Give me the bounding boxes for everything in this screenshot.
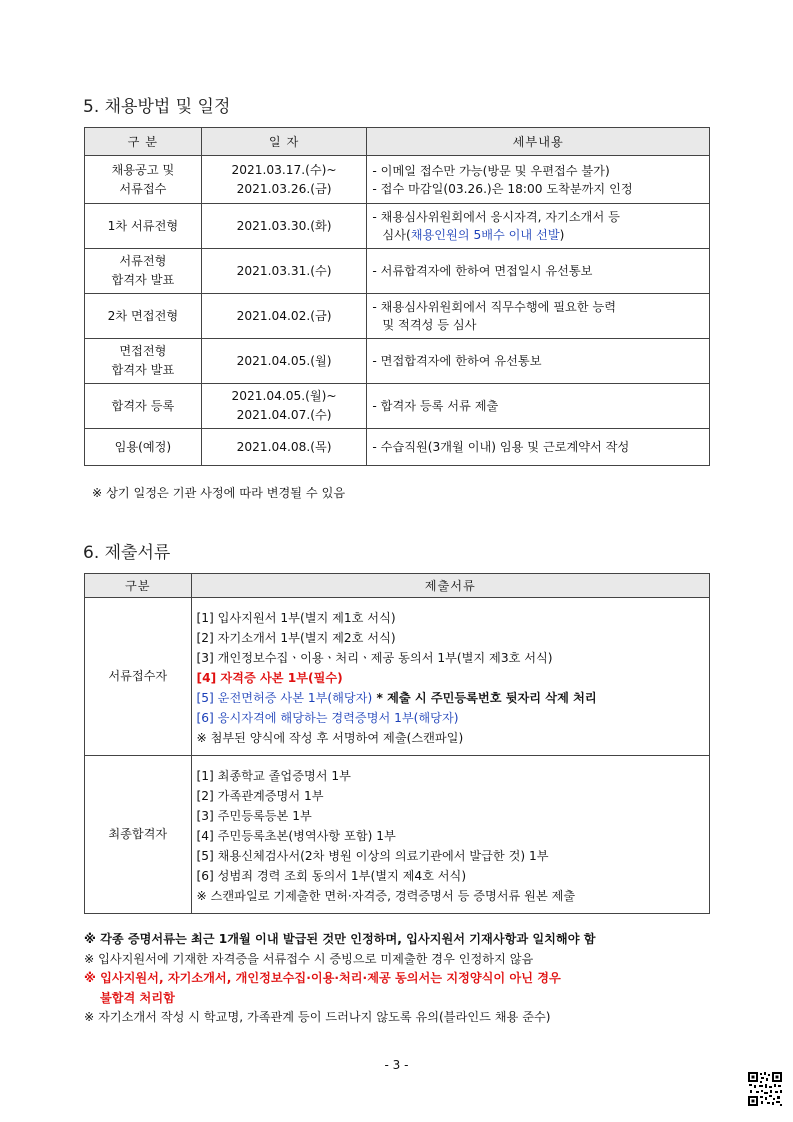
list-item: [2] 자기소개서 1부(별지 제2호 서식) (196, 630, 396, 645)
detail-suffix: ) (559, 228, 565, 242)
list-item: ※ 스캔파일로 기제출한 면허·자격증, 경력증명서 등 증명서류 원본 제출 (196, 888, 576, 903)
date-text: 2021.03.31.(수) (236, 263, 332, 278)
documents-table (84, 573, 710, 914)
category-text: 합격자 발표 (111, 273, 175, 287)
detail-prefix: 심사( (382, 228, 411, 242)
schedule-row (85, 204, 710, 249)
header-details: 세부내용 (367, 128, 710, 156)
list-item: [2] 가족관계증명서 1부 (196, 788, 324, 803)
detail-text: - 채용심사위원회에서 직무수행에 필요한 능력 (372, 300, 616, 314)
list-item: [6] 성범죄 경력 조회 동의서 1부(별지 제4호 서식) (196, 868, 467, 883)
list-item: [1] 입사지원서 1부(별지 제1호 서식) (196, 610, 396, 625)
detail-highlight: 채용인원의 5배수 이내 선발 (410, 228, 560, 242)
category-text: 2차 면접전형 (107, 308, 179, 323)
detail-text: - 수습직원(3개월 이내) 임용 및 근로계약서 작성 (372, 440, 630, 454)
date-text: 2021.04.08.(목) (236, 439, 332, 454)
list-item: [6] 응시자격에 해당하는 경력증명서 1부(해당자) (196, 710, 459, 725)
applicants-row (85, 598, 710, 756)
category-text: 서류접수 (119, 181, 167, 196)
section-6-title: 6. 제출서류 (83, 543, 171, 563)
note-line: ※ 각종 증명서류는 최근 1개월 이내 발급된 것만 인정하며, 입사지원서 기재사항과 일치해야 함 (84, 932, 596, 946)
schedule-table (84, 127, 710, 466)
detail-text (372, 226, 709, 244)
category-text: 면접전형 (119, 344, 167, 358)
documents-notes (84, 930, 595, 1028)
detail-text: - 서류합격자에 한하여 면접일시 유선통보 (372, 264, 593, 278)
date-text: 2021.04.02.(금) (236, 308, 332, 323)
date-text: 2021.04.05.(월) (236, 353, 332, 368)
schedule-row (85, 249, 710, 294)
list-item: [1] 최종학교 졸업증명서 1부 (196, 768, 351, 783)
category-text: 채용공고 및 (111, 162, 175, 177)
schedule-header-row (85, 128, 710, 156)
category-text: 1차 서류전형 (107, 218, 179, 233)
list-item (197, 688, 709, 708)
detail-text: 및 적격성 등 심사 (382, 318, 477, 332)
section-5-title: 5. 채용방법 및 일정 (83, 97, 231, 117)
schedule-row (85, 294, 710, 339)
documents-header-row (85, 574, 710, 598)
finalists-row (85, 756, 710, 914)
list-item: [4] 자격증 사본 1부(필수) (196, 670, 343, 685)
list-item-highlight: [5] 운전면허증 사본 1부(해당자) (196, 690, 373, 705)
list-item: [4] 주민등록초본(병역사항 포함) 1부 (196, 828, 396, 843)
header-documents: 제출서류 (191, 574, 709, 598)
list-item-note: * 제출 시 주민등록번호 뒷자리 삭제 처리 (372, 690, 597, 705)
finalists-label: 최종합격자 (85, 756, 192, 914)
note-line: 불합격 처리함 (100, 990, 175, 1005)
applicants-label: 서류접수자 (85, 598, 192, 756)
schedule-row (85, 156, 710, 204)
note-line: ※ 자기소개서 작성 시 학교명, 가족관계 등이 드러나지 않도록 유의(블라인드 채용 준수) (84, 1010, 551, 1024)
qr-code-icon (747, 1071, 783, 1107)
header-type: 구분 (85, 574, 192, 598)
list-item: ※ 첨부된 양식에 작성 후 서명하여 제출(스캔파일) (196, 730, 464, 745)
detail-text: - 이메일 접수만 가능(방문 및 우편접수 불가) (372, 163, 610, 178)
schedule-row (85, 429, 710, 466)
detail-text: - 합격자 등록 서류 제출 (372, 399, 499, 413)
category-text: 합격자 발표 (111, 363, 175, 377)
list-item: [5] 채용신체검사서(2차 병원 이상의 의료기관에서 발급한 것) 1부 (196, 848, 549, 863)
note-line: ※ 입사지원서, 자기소개서, 개인정보수집·이용·처리·제공 동의서는 지정양식이 아닌 경우 (84, 971, 561, 985)
date-text: 2021.04.07.(수) (236, 408, 332, 422)
date-text: 2021.04.05.(월)~ (231, 389, 337, 403)
schedule-note: ※ 상기 일정은 기관 사정에 따라 변경될 수 있음 (92, 486, 346, 500)
date-text: 2021.03.26.(금) (236, 181, 332, 196)
category-text: 임용(예정) (114, 439, 172, 454)
note-line: ※ 입사지원서에 기재한 자격증을 서류접수 시 증빙으로 미제출한 경우 인정하지 않음 (84, 951, 534, 966)
page-number: - 3 - (384, 1058, 409, 1072)
date-text: 2021.03.30.(화) (236, 218, 332, 233)
schedule-row (85, 384, 710, 429)
header-category: 구 분 (85, 128, 202, 156)
detail-text: - 면접합격자에 한하여 유선통보 (372, 354, 542, 368)
header-date: 일 자 (201, 128, 367, 156)
detail-text: - 채용심사위원회에서 응시자격, 자기소개서 등 (372, 210, 620, 224)
list-item: [3] 개인정보수집ㆍ이용ㆍ처리ㆍ제공 동의서 1부(별지 제3호 서식) (196, 650, 553, 665)
category-text: 서류전형 (119, 254, 167, 268)
detail-text: - 접수 마감일(03.26.)은 18:00 도착분까지 인정 (372, 181, 633, 196)
schedule-row (85, 339, 710, 384)
category-text: 합격자 등록 (111, 398, 175, 413)
date-text: 2021.03.17.(수)~ (231, 162, 337, 177)
list-item: [3] 주민등록등본 1부 (196, 808, 312, 823)
